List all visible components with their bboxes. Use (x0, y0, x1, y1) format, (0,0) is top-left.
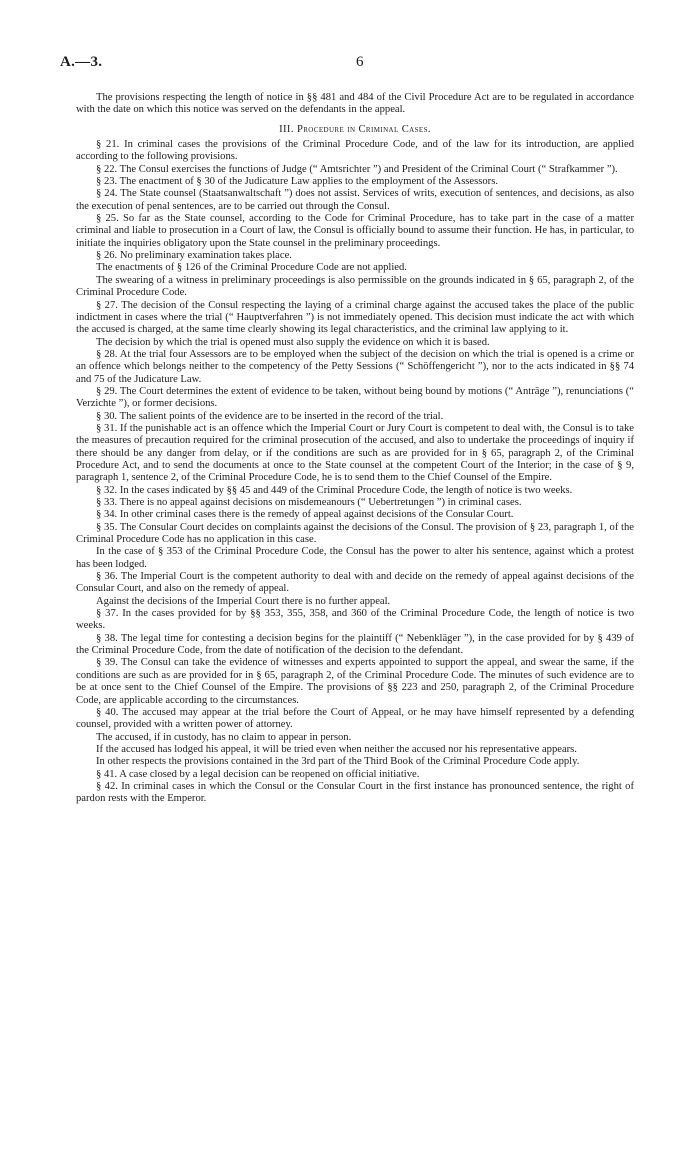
page-number: 6 (356, 54, 364, 70)
paragraph: § 32. In the cases indicated by §§ 45 and 449 of the Criminal Procedure Code, the length of notice is two weeks. (96, 484, 573, 496)
section-heading: III. Procedure in Criminal Cases. (279, 123, 431, 135)
paragraph: § 41. A case closed by a legal decision can be reopened on official initiative. (96, 768, 420, 780)
paragraph: § 25. So far as the State counsel, according to the Code for Criminal Procedure, has to take part in the case of a matter criminal and liable to prosecution in a Court of law, the Consul is officially bound to assume their function. He has, in particular, to initiate the inquiries obligatory upon the State counsel in the preliminary proceedings. (76, 213, 634, 249)
paragraph: § 27. The decision of the Consul respecting the laying of a criminal charge against the accused takes the place of the public indictment in cases where the trial (“ Hauptverfahren ”) is not immediately opened. This decision must indicate the act with which the accused is charged, at the same time clearly showing its legal characteristics, and the criminal law applying to it. (76, 299, 634, 336)
paragraph: § 42. In criminal cases in which the Consul or the Consular Court in the first instance has pronounced sentence, the right of pardon rests with the Emperor. (76, 780, 634, 805)
paragraph: If the accused has lodged his appeal, it will be tried even when neither the accused nor his representative appears. (96, 743, 577, 755)
paragraph: The enactments of § 126 of the Criminal Procedure Code are not applied. (96, 262, 407, 274)
paragraph: § 21. In criminal cases the provisions of the Criminal Procedure Code, and of the law for its introduction, are applied according to the following provisions. (76, 139, 634, 163)
paragraph: § 23. The enactment of § 30 of the Judicature Law applies to the employment of the Assessors. (96, 176, 498, 188)
paragraph: The swearing of a witness in preliminary proceedings is also permissible on the grounds indicated in § 65, paragraph 2, of the Criminal Procedure Code. (76, 274, 634, 299)
paragraph: § 40. The accused may appear at the trial before the Court of Appeal, or he may have himself represented by a defending counsel, provided with a written power of attorney. (76, 706, 634, 731)
paragraph: § 24. The State counsel (Staatsanwaltschaft ”) does not assist. Services of writs, execution of sentences, and decisions, as also the execution of penal sentences, are to be carried out through the Consul. (76, 188, 634, 212)
paragraph: In other respects the provisions contained in the 3rd part of the Third Book of the Criminal Procedure Code apply. (96, 756, 580, 768)
paragraph: § 37. In the cases provided for by §§ 353, 355, 358, and 360 of the Criminal Procedure Code, the length of notice is two weeks. (76, 608, 634, 632)
paragraph: Against the decisions of the Imperial Court there is no further appeal. (96, 595, 391, 607)
paragraph: The accused, if in custody, has no claim to appear in person. (96, 731, 352, 743)
paragraph: § 28. At the trial four Assessors are to be employed when the subject of the decision on which the trial is opened is a crime or an offence which belongs neither to the competency of the Petty Sessions (“ Schöffengericht ”), nor to the acts indicated in §§ 74 and 75 of the Judicature Law. (76, 348, 634, 385)
document-reference: A.—3. (60, 54, 103, 70)
paragraph: The provisions respecting the length of notice in §§ 481 and 484 of the Civil Procedure Act are to be regulated in accordance with the date on which this notice was served on the defendants in the appeal. (76, 92, 634, 116)
paragraph: In the case of § 353 of the Criminal Procedure Code, the Consul has the power to alter his sentence, against which a protest has been lodged. (76, 546, 634, 570)
paragraph: § 29. The Court determines the extent of evidence to be taken, without being bound by motions (“ Anträge ”), renunciations (“ Verzichte ”), or former decisions. (76, 385, 634, 410)
paragraph: § 30. The salient points of the evidence are to be inserted in the record of the trial. (96, 410, 444, 422)
paragraph: § 38. The legal time for contesting a decision begins for the plaintiff (“ Nebenkläger ”), in the case provided for by § 439 of the Criminal Procedure Code, from the date of notification of the decision to the defendant. (76, 632, 634, 657)
document-body (76, 92, 634, 806)
paragraph: § 36. The Imperial Court is the competent authority to deal with and decide on the remedy of appeal against decisions of the Consular Court, and also on the remedy of appeal. (76, 571, 634, 595)
paragraph: § 34. In other criminal cases there is the remedy of appeal against decisions of the Consular Court. (96, 509, 514, 521)
paragraph: § 22. The Consul exercises the functions of Judge (“ Amtsrichter ”) and President of the Criminal Court (“ Strafkammer ”). (96, 163, 618, 175)
paragraph: § 31. If the punishable act is an offence which the Imperial Court or Jury Court is competent to deal with, the Consul is to take the measures of precaution required for the criminal prosecution of the accused, and also to undertake the proceedings of inquiry if there should be any danger from delay, or if the conditions are such as are provided for in § 65, paragraph 2, of the Criminal Procedure Act, and to send the documents at once to the State counsel at the competent Court of the Interior; in the case of § 9, paragraph 1, sentence 2, of the Criminal Procedure Code, he is to send them to the Chief Counsel of the Empire. (76, 422, 634, 484)
paragraph: § 33. There is no appeal against decisions on misdemeanours (“ Uebertretungen ”) in criminal cases. (96, 497, 522, 508)
paragraph: § 26. No preliminary examination takes place. (96, 250, 292, 262)
paragraph: The decision by which the trial is opened must also supply the evidence on which it is based. (96, 336, 490, 348)
paragraph: § 35. The Consular Court decides on complaints against the decisions of the Consul. The provision of § 23, paragraph 1, of the Criminal Procedure Code has no application in this case. (76, 521, 634, 546)
paragraph: § 39. The Consul can take the evidence of witnesses and experts appointed to support the appeal, and swear the same, if the conditions are such as are provided for in § 65, paragraph 2, of the Criminal Procedure Code. The minutes of such evidence are to be at once sent to the Chief Counsel of the Empire. The provisions of §§ 223 and 250, paragraph 2, of the Criminal Procedure Code, are applicable according to the circumstances. (76, 657, 634, 706)
